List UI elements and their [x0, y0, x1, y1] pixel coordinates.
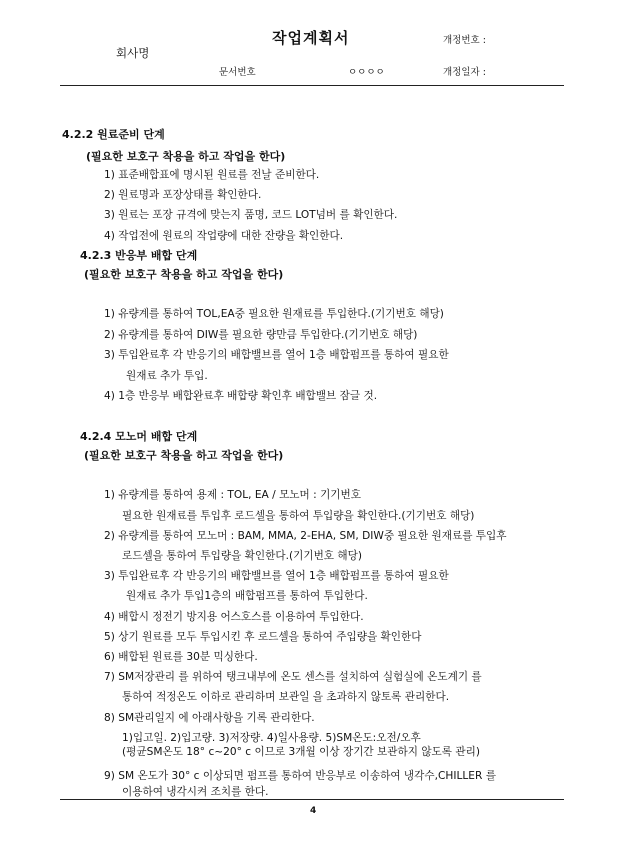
list-item-continuation: 원재료 추가 투입1층의 배합펌프를 통하여 투입한다.: [126, 590, 368, 602]
list-item-continuation: (평균SM온도 18° c~20° c 이므로 3개월 이상 장기간 보관하지 않도록 관리): [122, 746, 480, 758]
section-heading-4-2-3: 4.2.3 반응부 배합 단계: [80, 249, 198, 262]
list-item: 9) SM 온도가 30° c 이상되면 펌프를 통하여 반응부로 이송하여 냉각수,CHILLER 를: [104, 770, 496, 782]
list-item: 1) 유량계를 통하여 TOL,EA중 필요한 원재료를 투입한다.(기기번호 해당): [104, 308, 444, 320]
revision-number-label: 개정번호 :: [443, 35, 486, 46]
list-item: 3) 투입완료후 각 반응기의 배합밸브를 열어 1층 배합펌프를 통하여 필요한: [104, 349, 449, 361]
company-name-label: 회사명: [116, 46, 150, 60]
list-item: 2) 유량계를 통하여 모노머 : BAM, MMA, 2-EHA, SM, DIW중 필요한 원재료를 투입후: [104, 530, 507, 542]
list-item: 1) 표준배합표에 명시된 원료를 전날 준비한다.: [104, 169, 320, 181]
section-heading-4-2-2: 4.2.2 원료준비 단계: [62, 128, 165, 141]
header-divider: [60, 85, 564, 86]
list-item: 3) 원료는 포장 규격에 맞는지 품명, 코드 LOT넘버 를 확인한다.: [104, 209, 398, 221]
document-number-value: ㅇㅇㅇㅇ: [348, 67, 385, 78]
list-item-continuation: 필요한 원재료를 투입후 로드셀을 통하여 투입량을 확인한다.(기기번호 해당): [122, 510, 475, 522]
list-item-continuation: 이용하여 냉각시켜 조치를 한다.: [122, 786, 269, 798]
list-item: 5) 상기 원료를 모두 투입시킨 후 로드셀을 통하여 주입량을 확인한다: [104, 631, 422, 643]
document-title: 작업계획서: [272, 29, 350, 47]
list-item-continuation: 1)입고일. 2)입고량. 3)저장량. 4)일사용량. 5)SM온도:오전/오후: [122, 732, 421, 744]
section-heading-4-2-4: 4.2.4 모노머 배합 단계: [80, 430, 198, 443]
section-note: (필요한 보호구 착용을 하고 작업을 한다): [84, 449, 284, 462]
list-item: 2) 유량계를 통하여 DIW를 필요한 량만큼 투입한다.(기기번호 해당): [104, 329, 418, 341]
list-item: 4) 배합시 정전기 방지용 어스호스를 이용하여 투입한다.: [104, 611, 364, 623]
list-item-continuation: 통하여 적정온도 이하로 관리하며 보관일 을 초과하지 않토록 관리한다.: [122, 691, 450, 703]
footer-divider: [60, 799, 564, 800]
list-item: 4) 작업전에 원료의 작업량에 대한 잔량을 확인한다.: [104, 230, 344, 242]
list-item: 7) SM저장관리 를 위하여 탱크내부에 온도 센스를 설치하여 실험실에 온도계기 를: [104, 671, 482, 683]
list-item-continuation: 로드셀을 통하여 투입량을 확인한다.(기기번호 해당): [122, 550, 363, 562]
revision-date-label: 개정일자 :: [443, 67, 486, 78]
list-item: 6) 배합된 원료를 30분 믹싱한다.: [104, 651, 258, 663]
section-note: (필요한 보호구 착용을 하고 작업을 한다): [84, 268, 284, 281]
list-item: 1) 유량계를 통하여 용제 : TOL, EA / 모노머 : 기기번호: [104, 489, 362, 501]
list-item-continuation: 원재료 추가 투입.: [126, 370, 208, 382]
document-number-label: 문서번호: [219, 67, 256, 78]
section-note: (필요한 보호구 착용을 하고 작업을 한다): [86, 150, 286, 163]
list-item: 3) 투입완료후 각 반응기의 배합밸브를 열어 1층 배합펌프를 통하여 필요한: [104, 570, 449, 582]
page-number: 4: [310, 806, 317, 816]
list-item: 2) 원료명과 포장상태를 확인한다.: [104, 189, 262, 201]
list-item: 8) SM관리일지 에 아래사항을 기록 관리한다.: [104, 712, 315, 724]
list-item: 4) 1층 반응부 배합완료후 배합량 확인후 배합밸브 잠글 것.: [104, 390, 378, 402]
